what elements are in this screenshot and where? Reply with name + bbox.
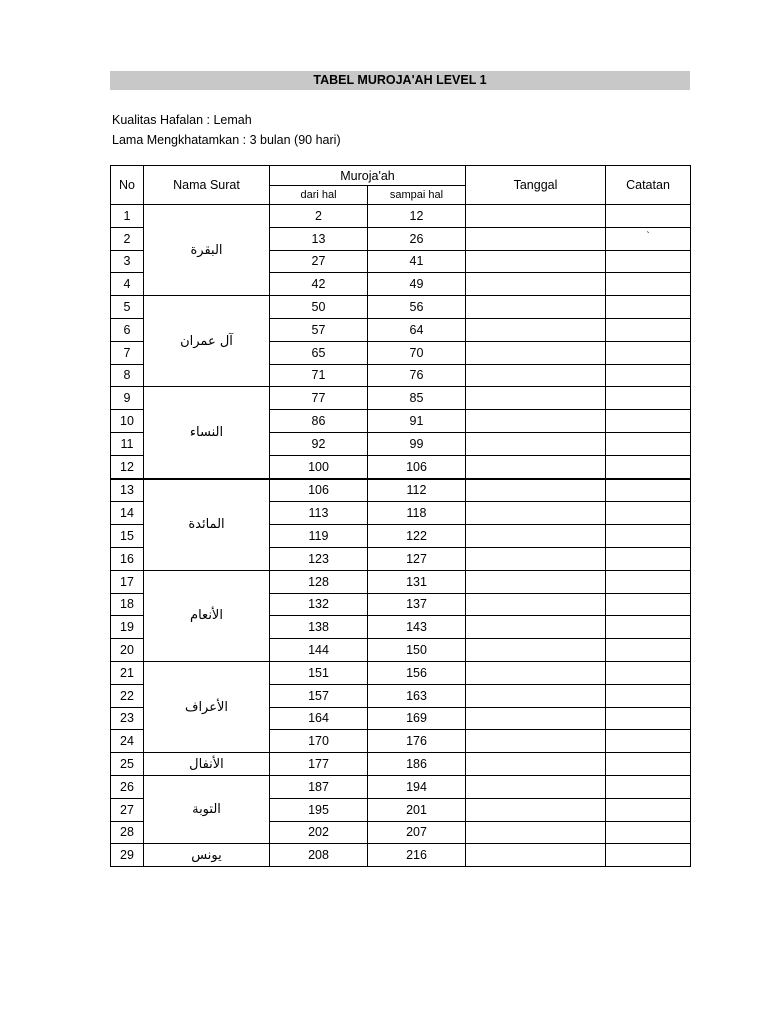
cell-sampai-hal: 76 (368, 364, 466, 387)
table-row (111, 661, 691, 684)
cell-catatan (606, 707, 691, 730)
cell-sampai-hal: 56 (368, 296, 466, 319)
header-catatan: Catatan (606, 166, 691, 205)
cell-tanggal (466, 798, 606, 821)
cell-no: 16 (111, 547, 144, 570)
cell-catatan (606, 341, 691, 364)
cell-no: 4 (111, 273, 144, 296)
cell-dari-hal: 92 (270, 432, 368, 455)
cell-catatan (606, 318, 691, 341)
murojaah-table (110, 165, 691, 867)
cell-catatan (606, 227, 691, 250)
cell-catatan (606, 753, 691, 776)
cell-no: 18 (111, 593, 144, 616)
cell-tanggal (466, 730, 606, 753)
cell-tanggal (466, 661, 606, 684)
header-tanggal: Tanggal (466, 166, 606, 205)
cell-dari-hal: 71 (270, 364, 368, 387)
cell-sampai-hal: 91 (368, 410, 466, 433)
table-row (111, 479, 691, 502)
cell-catatan (606, 593, 691, 616)
cell-no: 13 (111, 479, 144, 502)
cell-catatan (606, 661, 691, 684)
cell-catatan (606, 616, 691, 639)
cell-sampai-hal: 49 (368, 273, 466, 296)
cell-sampai-hal: 118 (368, 502, 466, 525)
cell-dari-hal: 77 (270, 387, 368, 410)
cell-tanggal (466, 387, 606, 410)
table-row (111, 387, 691, 410)
cell-dari-hal: 195 (270, 798, 368, 821)
cell-sampai-hal: 85 (368, 387, 466, 410)
cell-dari-hal: 157 (270, 684, 368, 707)
cell-no: 10 (111, 410, 144, 433)
cell-catatan (606, 502, 691, 525)
cell-no: 2 (111, 227, 144, 250)
cell-sampai-hal: 143 (368, 616, 466, 639)
cell-tanggal (466, 775, 606, 798)
cell-catatan (606, 296, 691, 319)
cell-no: 15 (111, 525, 144, 548)
cell-dari-hal: 65 (270, 341, 368, 364)
cell-no: 5 (111, 296, 144, 319)
cell-no: 17 (111, 570, 144, 593)
cell-sampai-hal: 216 (368, 844, 466, 867)
cell-tanggal (466, 844, 606, 867)
cell-sampai-hal: 137 (368, 593, 466, 616)
table-row (111, 205, 691, 228)
cell-sampai-hal: 207 (368, 821, 466, 844)
cell-surah-name: الأنفال (144, 753, 270, 776)
cell-sampai-hal: 112 (368, 479, 466, 502)
cell-tanggal (466, 547, 606, 570)
cell-tanggal (466, 639, 606, 662)
cell-no: 20 (111, 639, 144, 662)
cell-tanggal (466, 821, 606, 844)
cell-dari-hal: 100 (270, 455, 368, 478)
cell-catatan (606, 479, 691, 502)
cell-catatan (606, 775, 691, 798)
cell-catatan (606, 821, 691, 844)
cell-sampai-hal: 186 (368, 753, 466, 776)
cell-no: 21 (111, 661, 144, 684)
cell-no: 12 (111, 455, 144, 478)
cell-dari-hal: 27 (270, 250, 368, 273)
cell-no: 28 (111, 821, 144, 844)
cell-dari-hal: 106 (270, 479, 368, 502)
cell-no: 7 (111, 341, 144, 364)
cell-no: 14 (111, 502, 144, 525)
cell-catatan (606, 432, 691, 455)
cell-sampai-hal: 26 (368, 227, 466, 250)
cell-catatan (606, 205, 691, 228)
cell-tanggal (466, 250, 606, 273)
cell-sampai-hal: 176 (368, 730, 466, 753)
lama-mengkhatamkan: Lama Mengkhatamkan : 3 bulan (90 hari) (112, 133, 341, 147)
cell-no: 6 (111, 318, 144, 341)
cell-dari-hal: 86 (270, 410, 368, 433)
cell-catatan (606, 798, 691, 821)
cell-no: 3 (111, 250, 144, 273)
cell-no: 1 (111, 205, 144, 228)
cell-no: 26 (111, 775, 144, 798)
cell-tanggal (466, 707, 606, 730)
cell-surah-name: الأنعام (144, 570, 270, 661)
cell-sampai-hal: 70 (368, 341, 466, 364)
cell-catatan (606, 525, 691, 548)
table-row (111, 753, 691, 776)
cell-sampai-hal: 64 (368, 318, 466, 341)
cell-no: 8 (111, 364, 144, 387)
header-murojaah: Muroja'ah (270, 166, 466, 186)
cell-tanggal (466, 502, 606, 525)
cell-sampai-hal: 41 (368, 250, 466, 273)
page-title: TABEL MUROJA'AH LEVEL 1 (110, 71, 690, 90)
table-body (111, 205, 691, 867)
cell-dari-hal: 42 (270, 273, 368, 296)
cell-sampai-hal: 163 (368, 684, 466, 707)
cell-surah-name: يونس (144, 844, 270, 867)
cell-catatan (606, 570, 691, 593)
cell-no: 22 (111, 684, 144, 707)
cell-no: 19 (111, 616, 144, 639)
cell-sampai-hal: 12 (368, 205, 466, 228)
header-dari-hal: dari hal (270, 186, 368, 205)
kualitas-hafalan: Kualitas Hafalan : Lemah (112, 113, 252, 127)
cell-sampai-hal: 156 (368, 661, 466, 684)
cell-catatan (606, 730, 691, 753)
cell-surah-name: المائدة (144, 479, 270, 571)
cell-catatan (606, 844, 691, 867)
cell-surah-name: البقرة (144, 205, 270, 296)
cell-dari-hal: 57 (270, 318, 368, 341)
cell-dari-hal: 132 (270, 593, 368, 616)
cell-tanggal (466, 570, 606, 593)
header-nama-surat: Nama Surat (144, 166, 270, 205)
cell-no: 11 (111, 432, 144, 455)
cell-tanggal (466, 525, 606, 548)
catatan-mark: ` (646, 230, 650, 242)
cell-sampai-hal: 127 (368, 547, 466, 570)
cell-tanggal (466, 616, 606, 639)
cell-no: 29 (111, 844, 144, 867)
cell-catatan (606, 364, 691, 387)
cell-dari-hal: 202 (270, 821, 368, 844)
header-sampai-hal: sampai hal (368, 186, 466, 205)
cell-tanggal (466, 364, 606, 387)
cell-catatan (606, 684, 691, 707)
cell-no: 27 (111, 798, 144, 821)
cell-tanggal (466, 227, 606, 250)
cell-catatan (606, 639, 691, 662)
cell-dari-hal: 208 (270, 844, 368, 867)
cell-catatan (606, 273, 691, 296)
cell-sampai-hal: 194 (368, 775, 466, 798)
cell-tanggal (466, 273, 606, 296)
cell-sampai-hal: 122 (368, 525, 466, 548)
cell-dari-hal: 164 (270, 707, 368, 730)
cell-surah-name: آل عمران (144, 296, 270, 387)
cell-dari-hal: 50 (270, 296, 368, 319)
cell-dari-hal: 2 (270, 205, 368, 228)
cell-dari-hal: 128 (270, 570, 368, 593)
cell-dari-hal: 170 (270, 730, 368, 753)
table-row (111, 570, 691, 593)
info-block (112, 110, 341, 150)
cell-surah-name: الأعراف (144, 661, 270, 752)
cell-dari-hal: 113 (270, 502, 368, 525)
table-row (111, 775, 691, 798)
table-row (111, 844, 691, 867)
table-row (111, 296, 691, 319)
cell-no: 9 (111, 387, 144, 410)
cell-no: 25 (111, 753, 144, 776)
cell-tanggal (466, 753, 606, 776)
cell-catatan (606, 547, 691, 570)
cell-tanggal (466, 205, 606, 228)
cell-sampai-hal: 131 (368, 570, 466, 593)
cell-dari-hal: 138 (270, 616, 368, 639)
cell-dari-hal: 119 (270, 525, 368, 548)
cell-tanggal (466, 296, 606, 319)
cell-dari-hal: 177 (270, 753, 368, 776)
cell-dari-hal: 151 (270, 661, 368, 684)
cell-sampai-hal: 169 (368, 707, 466, 730)
cell-surah-name: النساء (144, 387, 270, 479)
cell-no: 23 (111, 707, 144, 730)
cell-sampai-hal: 201 (368, 798, 466, 821)
cell-catatan (606, 455, 691, 478)
cell-catatan (606, 387, 691, 410)
cell-tanggal (466, 432, 606, 455)
cell-tanggal (466, 593, 606, 616)
cell-sampai-hal: 106 (368, 455, 466, 478)
cell-sampai-hal: 150 (368, 639, 466, 662)
cell-catatan (606, 250, 691, 273)
cell-surah-name: التوبة (144, 775, 270, 843)
cell-tanggal (466, 318, 606, 341)
cell-dari-hal: 187 (270, 775, 368, 798)
cell-sampai-hal: 99 (368, 432, 466, 455)
cell-dari-hal: 13 (270, 227, 368, 250)
cell-tanggal (466, 341, 606, 364)
cell-catatan (606, 410, 691, 433)
cell-dari-hal: 123 (270, 547, 368, 570)
header-no: No (111, 166, 144, 205)
cell-tanggal (466, 684, 606, 707)
cell-tanggal (466, 455, 606, 478)
cell-dari-hal: 144 (270, 639, 368, 662)
cell-no: 24 (111, 730, 144, 753)
cell-tanggal (466, 410, 606, 433)
cell-tanggal (466, 479, 606, 502)
